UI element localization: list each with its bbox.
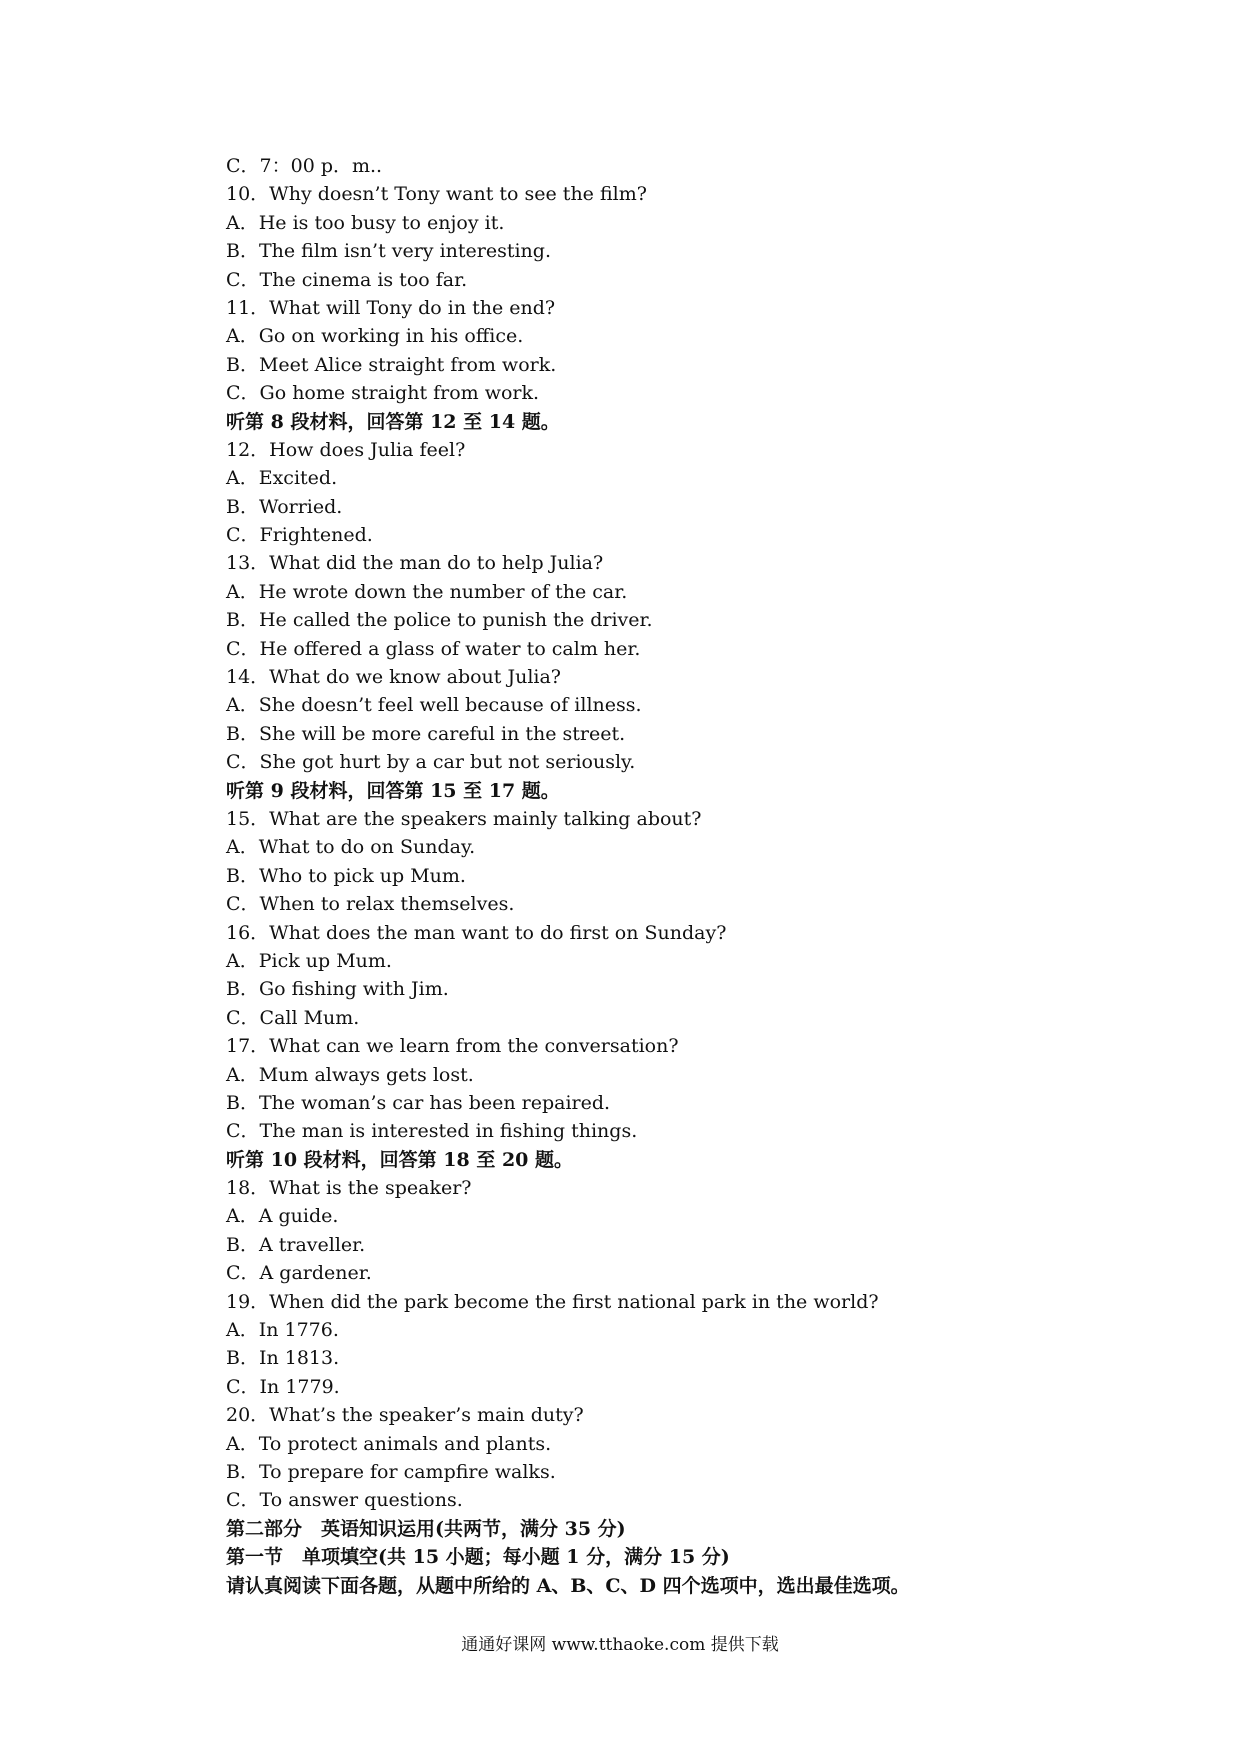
answer-option: C．He offered a glass of water to calm her. (226, 637, 641, 660)
question-text: 17．What can we learn from the conversation? (226, 1035, 679, 1058)
question-text: 20．What’s the speaker’s main duty? (226, 1404, 584, 1427)
answer-option: B．Go fishing with Jim. (226, 978, 449, 1001)
answer-option: C．The cinema is too far. (226, 268, 468, 291)
answer-option: A．What to do on Sunday. (226, 836, 476, 859)
section-heading: 听第 9 段材料，回答第 15 至 17 题。 (226, 779, 560, 802)
question-text: 10．Why doesn’t Tony want to see the film? (226, 183, 647, 206)
question-text: 11．What will Tony do in the end? (226, 296, 556, 319)
answer-option: C．7：00 p．m.. (226, 155, 383, 177)
section-heading: 听第 8 段材料，回答第 12 至 14 题。 (226, 410, 560, 433)
answer-option: C．She got hurt by a car but not seriously. (226, 751, 636, 774)
section-heading: 第二部分 英语知识运用(共两节，满分 35 分) (226, 1517, 626, 1540)
question-text: 14．What do we know about Julia? (226, 666, 561, 689)
answer-option: A．He is too busy to enjoy it. (226, 211, 505, 234)
answer-option: A．He wrote down the number of the car. (226, 580, 628, 603)
answer-option: B．To prepare for campfire walks. (226, 1460, 556, 1483)
answer-option: B．He called the police to punish the driver. (226, 609, 653, 632)
question-text: 13．What did the man do to help Julia? (226, 552, 604, 575)
answer-option: C．Frightened. (226, 524, 373, 547)
answer-option: A．Pick up Mum. (226, 949, 392, 972)
answer-option: B．Worried. (226, 495, 343, 518)
exam-content (226, 152, 1126, 1600)
question-text: 15．What are the speakers mainly talking about? (226, 807, 702, 830)
answer-option: B．Meet Alice straight from work. (226, 353, 557, 376)
answer-option: A．A guide. (226, 1205, 339, 1228)
section-heading: 听第 10 段材料，回答第 18 至 20 题。 (226, 1148, 574, 1171)
answer-option: C．In 1779. (226, 1375, 340, 1398)
answer-option: C．A gardener. (226, 1262, 372, 1285)
answer-option: B．She will be more careful in the street. (226, 722, 626, 745)
section-heading: 第一节 单项填空(共 15 小题；每小题 1 分，满分 15 分) (226, 1546, 730, 1569)
question-text: 18．What is the speaker? (226, 1177, 472, 1200)
answer-option: B．A traveller. (226, 1233, 366, 1256)
answer-option: C．The man is interested in fishing things. (226, 1120, 638, 1143)
question-text: 16．What does the man want to do first on Sunday? (226, 921, 727, 944)
answer-option: A．Excited. (226, 467, 338, 490)
answer-option: B．The film isn’t very interesting. (226, 240, 551, 263)
answer-option: A．Go on working in his office. (226, 325, 524, 348)
instruction-text: 请认真阅读下面各题，从题中所给的 A、B、C、D 四个选项中，选出最佳选项。 (226, 1574, 910, 1597)
page-footer: 通通好课网 www.tthaoke.com 提供下载 (461, 1635, 779, 1655)
answer-option: B．Who to pick up Mum. (226, 864, 466, 887)
answer-option: A．In 1776. (226, 1319, 339, 1342)
answer-option: B．In 1813. (226, 1347, 340, 1370)
answer-option: C．Call Mum. (226, 1006, 360, 1029)
answer-option: C．To answer questions. (226, 1489, 463, 1512)
answer-option: B．The woman’s car has been repaired. (226, 1091, 611, 1114)
answer-option: A．Mum always gets lost. (226, 1063, 474, 1086)
answer-option: A．To protect animals and plants. (226, 1432, 552, 1455)
question-text: 19．When did the park become the first national park in the world? (226, 1290, 879, 1313)
answer-option: A．She doesn’t feel well because of illness. (226, 694, 642, 717)
answer-option: C．Go home straight from work. (226, 382, 540, 405)
question-text: 12．How does Julia feel? (226, 438, 466, 461)
answer-option: C．When to relax themselves. (226, 893, 515, 916)
